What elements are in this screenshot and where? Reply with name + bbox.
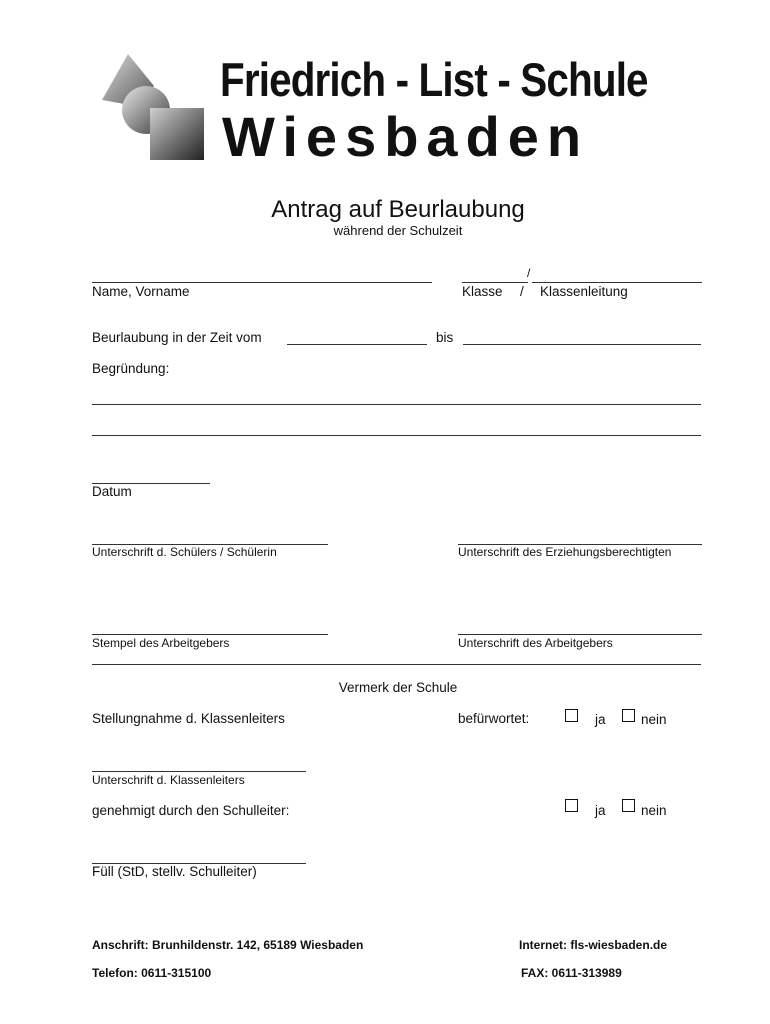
school-name-line1: Friedrich - List - Schule <box>220 53 648 106</box>
footer-phone: Telefon: 0611-315100 <box>92 966 212 980</box>
name-input-line[interactable] <box>92 282 432 283</box>
teacher-statement-label: Stellungnahme d. Klassenleiters <box>92 711 285 726</box>
school-name-line2: Wiesbaden <box>222 105 590 168</box>
approved-no-checkbox[interactable] <box>622 799 635 812</box>
student-signature-label: Unterschrift d. Schülers / Schülerin <box>92 545 277 559</box>
reason-label: Begründung: <box>92 361 170 376</box>
class-teacher-label: Klassenleitung <box>540 284 628 299</box>
endorsed-yes-checkbox[interactable] <box>565 709 578 722</box>
footer-address: Anschrift: Brunhildenstr. 142, 65189 Wiesbaden <box>92 938 364 952</box>
approved-yes-label: ja <box>595 803 606 818</box>
period-from-input-line[interactable] <box>287 344 427 345</box>
endorsed-yes-label: ja <box>595 712 606 727</box>
form-subtitle: während der Schulzeit <box>333 223 463 238</box>
reason-input-line-2[interactable] <box>92 435 701 436</box>
school-logo-icon <box>96 48 212 164</box>
employer-stamp-label: Stempel des Arbeitgebers <box>92 636 230 650</box>
principal-name-label: Füll (StD, stellv. Schulleiter) <box>92 864 257 879</box>
footer-internet[interactable]: Internet: fls-wiesbaden.de <box>519 938 668 952</box>
section-divider <box>92 664 701 665</box>
approved-yes-checkbox[interactable] <box>565 799 578 812</box>
endorsed-label: befürwortet: <box>458 711 530 726</box>
period-label: Beurlaubung in der Zeit vom <box>92 330 262 345</box>
class-label: Klasse <box>462 284 503 299</box>
until-label: bis <box>436 330 454 345</box>
class-teacher-input-line[interactable] <box>532 282 702 283</box>
employer-signature-label: Unterschrift des Arbeitgebers <box>458 636 613 650</box>
school-note-title: Vermerk der Schule <box>338 680 458 695</box>
class-slash: / <box>527 266 531 280</box>
footer-fax: FAX: 0611-313989 <box>521 966 622 980</box>
principal-approval-label: genehmigt durch den Schulleiter: <box>92 803 290 818</box>
date-label: Datum <box>92 484 132 499</box>
reason-input-line-1[interactable] <box>92 404 701 405</box>
employer-stamp-line[interactable] <box>92 634 328 635</box>
teacher-signature-label: Unterschrift d. Klassenleiters <box>92 773 245 787</box>
endorsed-no-label: nein <box>641 712 667 727</box>
approved-no-label: nein <box>641 803 667 818</box>
class-separator: / <box>520 284 524 299</box>
guardian-signature-label: Unterschrift des Erziehungsberechtigten <box>458 545 672 559</box>
form-title: Antrag auf Beurlaubung <box>271 196 525 223</box>
employer-signature-line[interactable] <box>458 634 702 635</box>
endorsed-no-checkbox[interactable] <box>622 709 635 722</box>
teacher-signature-line[interactable] <box>92 771 306 772</box>
name-label: Name, Vorname <box>92 284 190 299</box>
class-input-line[interactable] <box>462 282 528 283</box>
period-to-input-line[interactable] <box>463 344 701 345</box>
